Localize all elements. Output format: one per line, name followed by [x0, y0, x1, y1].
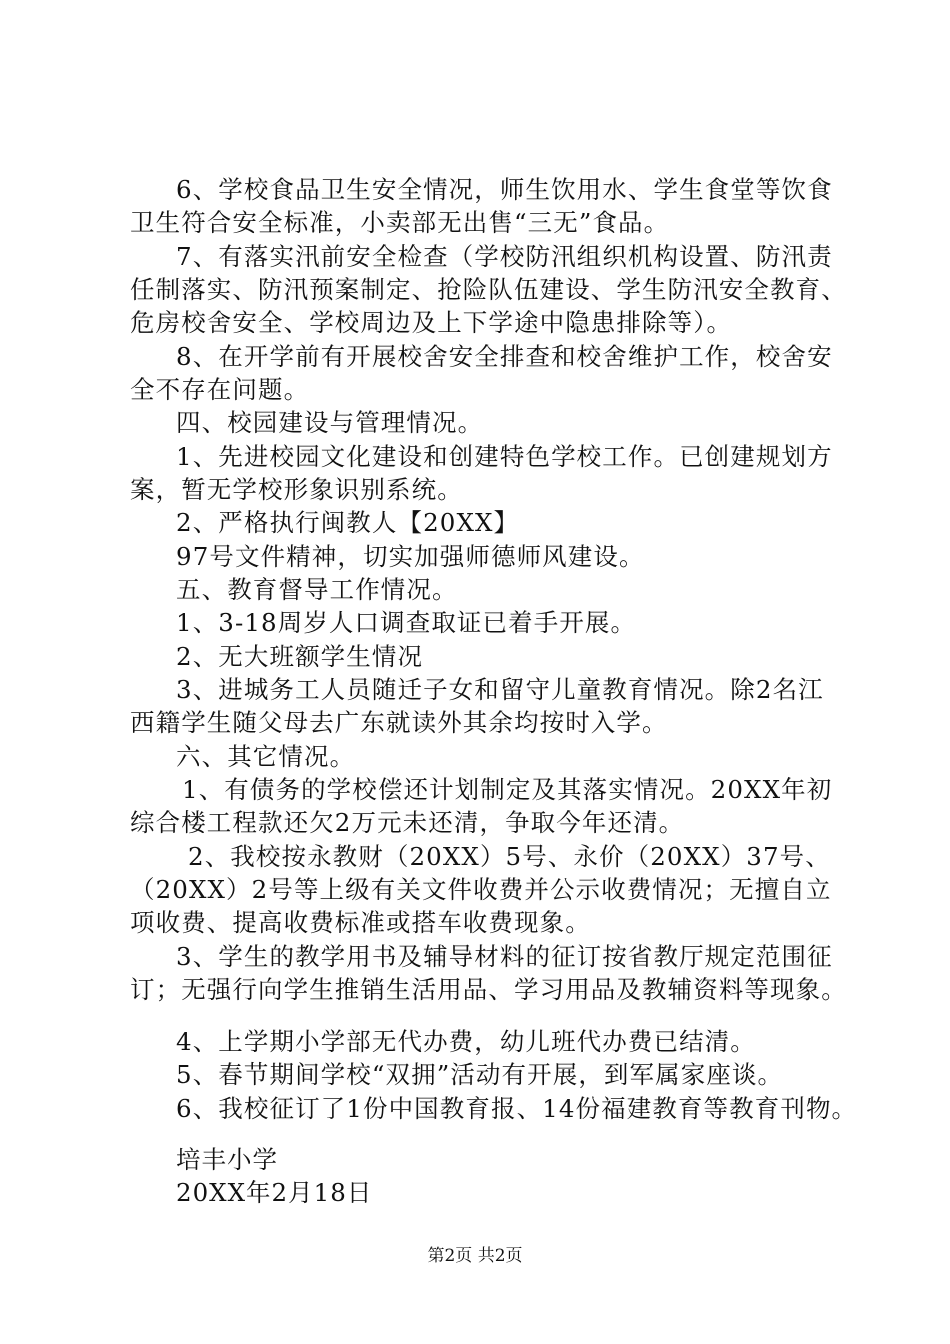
text-line: 2、我校按永教财（20XX）5号、永价（20XX）37号、 [188, 842, 831, 871]
section-heading: 四、校园建设与管理情况。 [176, 408, 484, 437]
text-line: 危房校舍安全、学校周边及上下学途中隐患排除等）。 [130, 308, 733, 337]
text-line: 项收费、提高收费标准或搭车收费现象。 [130, 908, 591, 937]
text-line: 7、有落实汛前安全检查（学校防汛组织机构设置、防汛责 [176, 242, 833, 271]
text-line: 1、3-18周岁人口调查取证已着手开展。 [176, 608, 637, 637]
text-line: （20XX）2号等上级有关文件收费并公示收费情况；无擅自立 [130, 875, 832, 904]
text-line: 5、春节期间学校“双拥”活动有开展，到军属家座谈。 [176, 1060, 784, 1089]
text-line: 卫生符合安全标准，小卖部无出售“三无”食品。 [130, 208, 670, 237]
text-line: 97号文件精神，切实加强师德师风建设。 [176, 542, 645, 571]
text-line: 2、严格执行闽教人【20XX】 [176, 508, 520, 537]
text-line: 4、上学期小学部无代办费，幼儿班代办费已结清。 [176, 1027, 756, 1056]
text-line: 综合楼工程款还欠2万元未还清，争取今年还清。 [130, 808, 685, 837]
school-name: 培丰小学 [176, 1145, 278, 1174]
text-line: 6、我校征订了1份中国教育报、14份福建教育等教育刊物。 [176, 1094, 858, 1123]
document-date: 20XX年2月18日 [176, 1178, 373, 1207]
section-heading: 五、教育督导工作情况。 [176, 575, 458, 604]
section-heading: 六、其它情况。 [176, 742, 356, 771]
text-line: 6、学校食品卫生安全情况，师生饮用水、学生食堂等饮食 [176, 175, 833, 204]
page-footer: 第2页 共2页 [427, 1246, 523, 1266]
text-line: 订；无强行向学生推销生活用品、学习用品及教辅资料等现象。 [130, 975, 847, 1004]
text-line: 3、进城务工人员随迁子女和留守儿童教育情况。除2名江 [176, 675, 824, 704]
text-line: 任制落实、防汛预案制定、抢险队伍建设、学生防汛安全教育、 [130, 275, 847, 304]
text-line: 1、先进校园文化建设和创建特色学校工作。已创建规划方 [176, 442, 833, 471]
text-line: 2、无大班额学生情况 [176, 642, 424, 671]
text-line: 8、在开学前有开展校舍安全排查和校舍维护工作，校舍安 [176, 342, 833, 371]
text-line: 3、学生的教学用书及辅导材料的征订按省教厅规定范围征 [176, 942, 833, 971]
text-line: 西籍学生随父母去广东就读外其余均按时入学。 [130, 708, 668, 737]
text-line: 全不存在问题。 [130, 375, 310, 404]
text-line: 1、有债务的学校偿还计划制定及其落实情况。20XX年初 [182, 775, 833, 804]
text-line: 案，暂无学校形象识别系统。 [130, 475, 463, 504]
